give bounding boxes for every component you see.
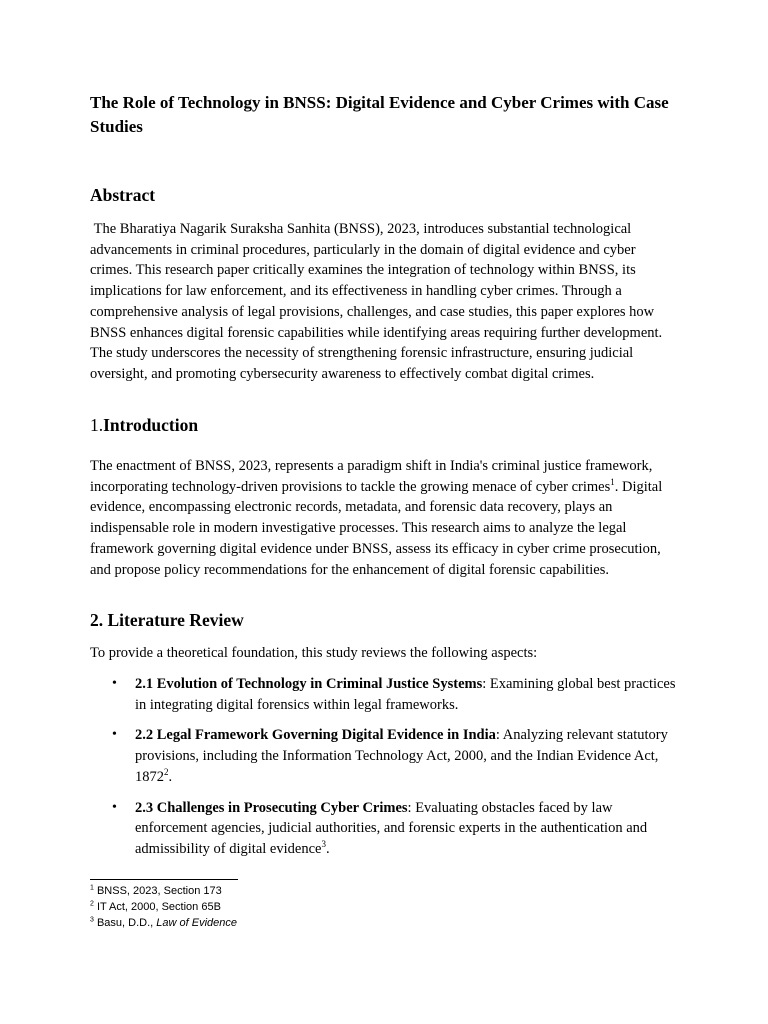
introduction-heading — [90, 413, 198, 437]
abstract-heading: Abstract — [90, 185, 156, 205]
introduction-number: 1. — [90, 415, 104, 435]
footnote-text: BNSS, 2023, Section 173 — [96, 885, 222, 897]
bullet-icon: • — [112, 799, 117, 815]
footnote-2 — [90, 899, 680, 915]
footnote-number: 2 — [90, 900, 94, 908]
list-item-text: : Evaluating obstacles faced by law enforcement agencies, judicial authorities, and forensic experts in the authentication and admissibility of digital evidence — [135, 799, 648, 857]
footnote-1 — [90, 883, 680, 899]
list-item-text: : Examining global best practices in integrating digital forensics within legal frameworks. — [135, 676, 676, 713]
list-item-end: . — [325, 840, 330, 857]
footnote-number: 1 — [90, 884, 94, 892]
footnote-separator — [90, 879, 238, 880]
list-item — [90, 798, 680, 860]
list-item — [90, 725, 680, 787]
footnote-ref-1[interactable]: 1 — [610, 476, 615, 487]
bullet-icon: • — [112, 727, 117, 743]
footnote-italic-title: Law of Evidence — [156, 917, 237, 929]
list-item-title: 2.3 Challenges in Prosecuting Cyber Crimes — [135, 799, 408, 816]
abstract-paragraph: The Bharatiya Nagarik Suraksha Sanhita (BNSS), 2023, introduces substantial technological advancements in criminal procedures, particularly in the domain of digital evidence and cyber crimes. This research paper critically examines the integration of technology within BNSS, its implications for law enforcement, and its effectiveness in handling cyber crimes. Through a comprehensive analysis of legal provisions, challenges, and case studies, this paper explores how BNSS enhances digital forensic capabilities while identifying areas requiring further development. The study underscores the necessity of strengthening forensic infrastructure, ensuring judicial oversight, and promoting cybersecurity awareness to effectively combat digital crimes. — [90, 221, 666, 382]
introduction-text-part2: . Digital evidence, encompassing electronic records, metadata, and forensic data recovery, plays an indispensable role in modern investigative processes. This research aims to analyze the legal framework governing digital evidence under BNSS, assess its efficacy in cyber crime prosecution, and propose policy recommendations for the enhancement of digital forensic capabilities. — [90, 478, 663, 578]
footnote-text: Basu, D.D., — [96, 917, 157, 929]
list-item-title: 2.2 Legal Framework Governing Digital Evidence in India — [135, 727, 496, 744]
list-item-title: 2.1 Evolution of Technology in Criminal Justice Systems — [135, 676, 483, 692]
introduction-label: Introduction — [103, 415, 199, 435]
literature-review-intro: To provide a theoretical foundation, this study reviews the following aspects: — [90, 645, 538, 661]
list-item-text: : Analyzing relevant statutory provisions, including the Information Technology Act, 2000, and the Indian Evidence Act, 1872 — [135, 727, 668, 785]
literature-review-list — [90, 674, 680, 870]
footnote-text: IT Act, 2000, Section 65B — [96, 901, 221, 913]
introduction-paragraph — [90, 456, 680, 580]
introduction-text-part1: The enactment of BNSS, 2023, represents a paradigm shift in India's criminal justice framework, incorporating technology-driven provisions to tackle the growing menace of cyber crimes — [90, 458, 653, 495]
literature-review-heading: 2. Literature Review — [90, 610, 244, 630]
footnote-number: 3 — [90, 916, 94, 924]
bullet-icon: • — [112, 676, 117, 691]
footnotes — [90, 883, 680, 931]
footnote-ref-3[interactable]: 3 — [321, 839, 326, 850]
footnote-ref-2[interactable]: 2 — [164, 766, 169, 777]
footnote-3 — [90, 915, 680, 931]
paper-title: The Role of Technology in BNSS: Digital Evidence and Cyber Crimes with Case Studies — [90, 93, 669, 136]
list-item-end: . — [168, 768, 173, 785]
list-item — [90, 674, 680, 715]
